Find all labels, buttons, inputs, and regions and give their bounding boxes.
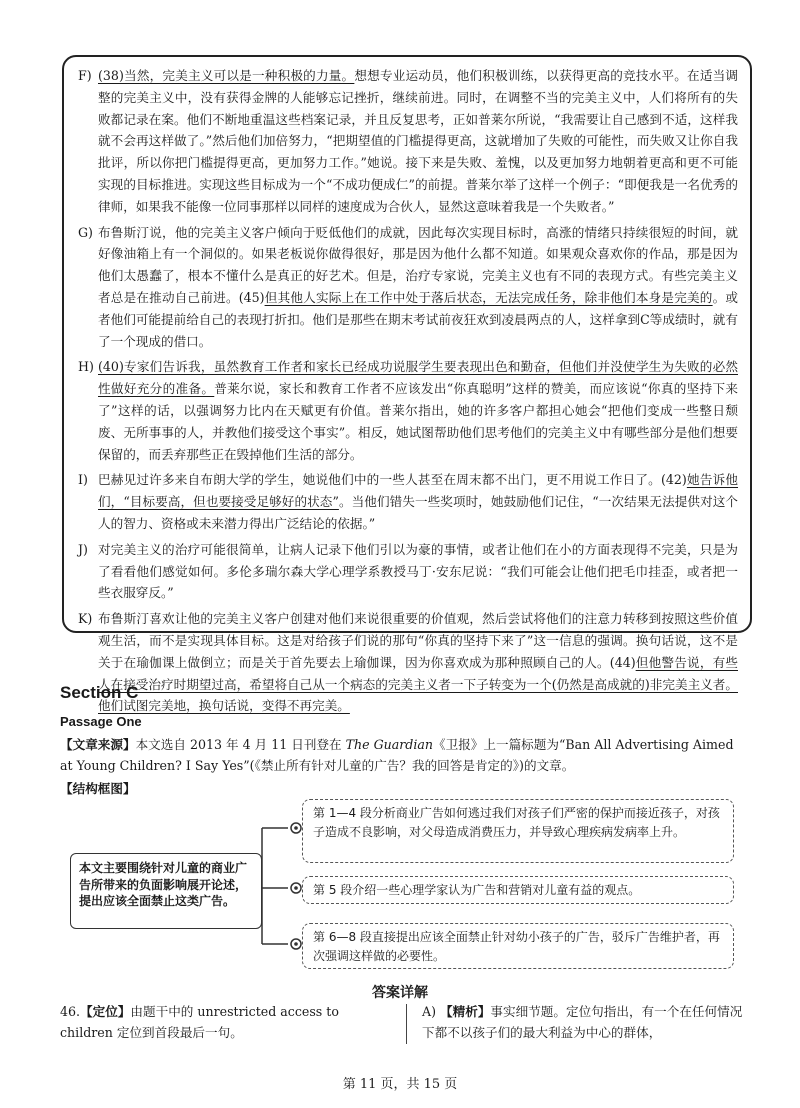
- option-label: A): [422, 1004, 437, 1019]
- structure-branch-3: 第 6—8 段直接提出应该全面禁止针对幼小孩子的广告，驳斥广告维护者，再次强调这样做的必要性。: [302, 923, 734, 969]
- underlined-answer-text: (40)专家们告诉我，虽然教育工作者和家长已经成功说服学生要表现出色和勤奋，但他们并没使学生为失败的必然性做好充分的准备。: [98, 359, 738, 397]
- paragraph-text: 巴赫见过许多来自布朗大学的学生，她说他们中的一些人甚至在周末都不出门，更不用说工作日了。(42): [98, 472, 687, 488]
- publication-name: The Guardian: [345, 737, 434, 752]
- section-title: Section C: [60, 683, 139, 702]
- arrow-circle-icon: [291, 823, 301, 833]
- paragraph-text: 。当他们错失一些奖项时，她鼓励他们记住，“一次结果无法提供对这个人的智力、资格或未来潜力得出广泛结论的依据。”: [98, 494, 738, 531]
- underlined-answer-text: 但其他人实际上在工作中处于落后状态，无法完成任务，除非他们本身是完美的: [264, 289, 713, 305]
- arrow-circle-icon: [291, 883, 301, 893]
- paragraph-text: 对完美主义的治疗可能很简单，让病人记录下他们引以为豪的事情，或者让他们在小的方面表现得不完美，只是为了看看他们感觉如何。多伦多瑞尔森大学心理学系教授马丁·安东尼说：“我们可能会让他们把毛巾挂歪，或者把一些衣服穿反。”: [98, 541, 738, 601]
- underlined-answer-text: (38)当然，完美主义可以是一种积极的力量。: [98, 68, 355, 83]
- answers-header: 答案详解: [372, 985, 428, 1001]
- analysis-text: 事实细节题。定位句指出，有一个在任何情况下都不以孩子们的最大利益为中心的群体，: [422, 1004, 743, 1040]
- arrow-circle-icon: [291, 939, 301, 949]
- source-tag: 【文章来源】: [60, 737, 136, 752]
- location-tag: 【定位】: [80, 1004, 131, 1019]
- column-divider: [406, 1004, 407, 1044]
- location-text: 由题干中的 unrestricted access to children 定位到首段最后一句。: [60, 1004, 339, 1040]
- underlined-answer-text: 但他警告说，有些人在接受治疗时期望过高，希望将自己从一个病态的完美主义者一下子转变为一个(仍然是高成就的)非完美主义者。他们试图完美地，换句话说，变得不再完美。: [98, 654, 738, 714]
- paragraph-text: 布鲁斯汀说，他的完美主义客户倾向于贬低他们的成就，因此每次实现目标时，高涨的情绪只持续很短的时间，就好像油箱上有一个洞似的。如果老板说你做得很好，那是因为他什么都不知道。如果观众喜欢你的作品，那是因为他们太愚蠢了，根本不懂什么是真正的好艺术。但是，治疗专家说，完美主义也有不同的表现方式。有些完美主义者总是在推动自己前进。(45): [98, 224, 738, 305]
- answer-46-location: [60, 1001, 395, 1043]
- answer-46-analysis: [422, 1001, 752, 1043]
- paragraph-text: 想想专业运动员，他们积极训练，以获得更高的竞技水平。在适当调整的完美主义中，没有获得金牌的人能够忘记挫折，继续前进。同时，在调整不当的完美主义中，人们将所有的失败都记录在案。他们不断地重温这些档案记录，并且反复思考，正如普莱尔所说，“我需要让自己感到不适，这样我就不会再这样做了。”然后他们加倍努力，“把期望值的门槛提得更高，这就增加了失败的可能性，而失败又让你自我批评，所以你把门槛提得更高，更加努力工作。”她说。接下来是失败、羞愧，以及更加努力地朝着更高和更不可能实现的目标推进。实现这些目标成为一个“不成功便成仁”的前提。普莱尔举了这样一个例子：“即便我是一名优秀的律师，如果我不能像一位同事那样以同样的速度成为合伙人，显然这意味着我是一个失败者。”: [98, 68, 738, 214]
- paragraph-label: J): [78, 541, 88, 557]
- question-number: 46.: [60, 1004, 81, 1019]
- paragraph-label: I): [78, 472, 88, 488]
- paragraph-label: F): [78, 68, 92, 83]
- structure-branch-1: 第 1—4 段分析商业广告如何逃过我们对孩子们严密的保护而接近孩子，对孩子造成不良影响，对父母造成消费压力，并导致心理疾病发病率上升。: [302, 799, 734, 863]
- paragraph-label: G): [78, 224, 93, 240]
- page-footer: 第 11 页，共 15 页: [342, 1077, 458, 1092]
- structure-frame-tag: 【结构框图】: [60, 781, 136, 796]
- passage-title: Passage One: [60, 714, 142, 729]
- paragraph-text: 普莱尔说，家长和教育工作者不应该发出“你真聪明”这样的赞美，而应该说“你真的坚持下来了”这样的话，以强调努力比内在天赋更有价值。普莱尔指出，她的许多客户都担心她会“把他们变成一些整日颓废、无所事事的人，并教他们接受这个事实”。相反，她试图帮助他们思考他们的完美主义中有哪些部分是他们想要保留的，而丢弃那些正在毁掉他们生活的部分。: [98, 381, 738, 462]
- source-segment: 《卫报》上一篇标题为“Ban All Advertising Aimed at Young Children? I Say Yes”(《禁止所有针对儿童的广告？我的回答是肯定的》)的文章。: [60, 737, 734, 773]
- structure-main-box: 本文主要围绕针对儿童的商业广告所带来的负面影响展开论述，提出应该全面禁止这类广告。: [70, 853, 262, 929]
- source-segment: 本文选自 2013 年 4 月 11 日刊登在: [135, 737, 346, 752]
- analysis-tag: 【精析】: [440, 1004, 491, 1019]
- paragraph-text: 。或者他们可能提前给自己的表现打折扣。他们是那些在期末考试前夜狂欢到凌晨两点的人，这样拿到C等成绩时，就有了一个现成的借口。: [98, 289, 738, 349]
- underlined-answer-text: 她告诉他们，“目标要高，但也要接受足够好的状态”: [98, 472, 739, 510]
- paragraph-label: K): [78, 611, 93, 627]
- structure-branch-2: 第 5 段介绍一些心理学家认为广告和营销对儿童有益的观点。: [302, 876, 734, 904]
- paragraph-text: 布鲁斯汀喜欢让他的完美主义客户创建对他们来说很重要的价值观，然后尝试将他们的注意力转移到按照这些价值观生活，而不是实现具体目标。这是对给孩子们说的那句“你真的坚持下来了”这一信息的强调。换句话说，这不是关于在瑜伽课上做倒立；而是关于首先要去上瑜伽课，因为你喜欢成为那种照顾自己的人。(44): [98, 611, 738, 670]
- paragraph-label: H): [78, 359, 94, 375]
